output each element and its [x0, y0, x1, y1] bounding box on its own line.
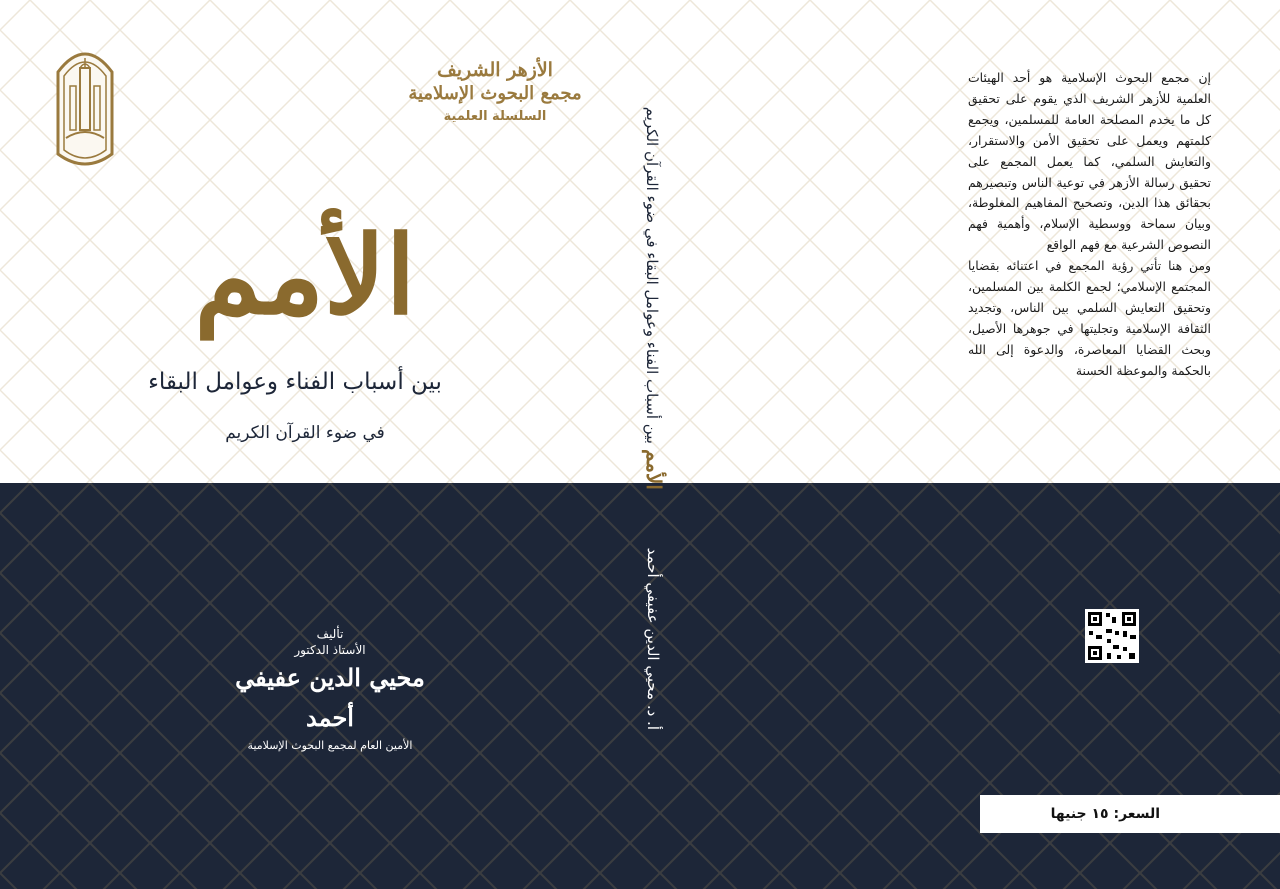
author-name: محيي الدين عفيفي أحمد: [235, 663, 425, 732]
author-by-label: تأليف: [316, 627, 344, 641]
price-label: السعر: ١٥ جنيها: [1050, 806, 1160, 822]
author-block: [220, 626, 440, 754]
spine-title-sub: بين أسباب الفناء وعوامل البقاء في ضوء القرآن الكريم: [643, 106, 661, 444]
series-header: [395, 58, 595, 128]
back-paragraph-1: إن مجمع البحوث الإسلامية هو أحد الهيئات العلمية للأزهر الشريف الذي يقوم على تحقيق كل ما يخدم المصلحة العامة للمسلمين، ويجمع كلمتهم ويعمل على تحقيق الأمن والاستقرار، والتعايش السلمي، كما يعمل المجمع على تحقيق رسالة الأزهر في توعية الناس وتبصيرهم بحقائق هذا الدين، وتصحيح المفاهيم المغلوطة، وبيان سماحة ووسطية الإسلام، وأهمية فهم النصوص الشرعية مع فهم الواقع: [968, 70, 1211, 253]
book-subtitle-2: في ضوء القرآن الكريم: [225, 423, 385, 443]
book-title: الأمم: [194, 213, 416, 339]
back-paragraph-2: ومن هنا تأتي رؤية المجمع في اعتنائه بقضايا المجتمع الإسلامي؛ لجمع الكلمة بين المسلمين، وتحقيق التعايش السلمي بين الناس، وتجديد الثقافة الإسلامية وتجليتها في جوهرها الأصيل، وبحث القضايا المعاصرة، والدعوة إلى الله بالحكمة والموعظة الحسنة: [968, 258, 1211, 378]
series-line-1: الأزهر الشريف: [437, 59, 553, 81]
book-subtitle: بين أسباب الفناء وعوامل البقاء: [148, 369, 442, 395]
series-line-2: مجمع البحوث الإسلامية: [408, 83, 582, 104]
series-line-3: السلسلة العلمية: [443, 109, 547, 124]
spine-title-main: الأمم: [642, 449, 666, 490]
spine-author: [622, 547, 662, 730]
qr-code-icon: [1085, 609, 1139, 663]
back-cover-text: [968, 68, 1211, 382]
author-position: الأمين العام لمجمع البحوث الإسلامية: [247, 739, 413, 752]
author-honorific: الأستاذ الدكتور: [294, 643, 366, 657]
al-azhar-logo: [52, 42, 118, 172]
price-box: [980, 795, 1280, 833]
spine-title: [626, 70, 666, 490]
spine-author-text: أ. د. محيي الدين عفيفي أحمد: [644, 547, 662, 730]
